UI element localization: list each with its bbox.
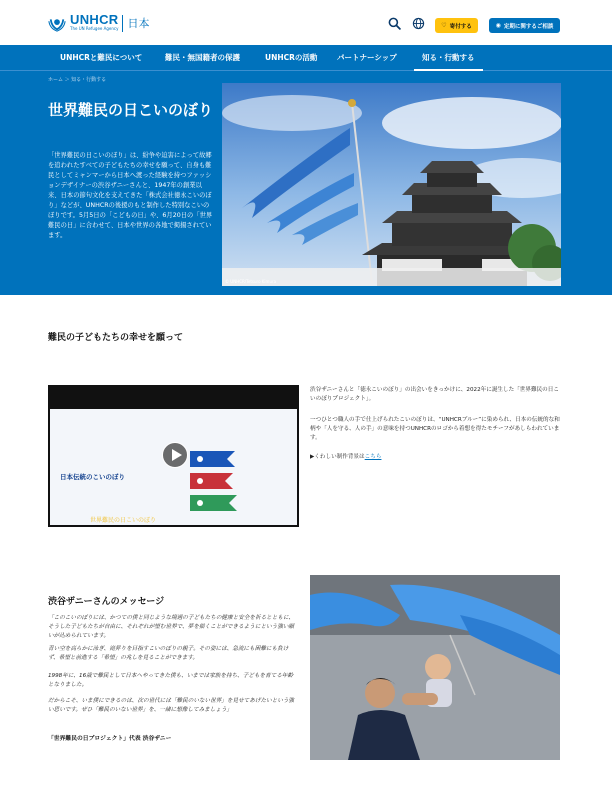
- person-with-child-illustration: [310, 575, 560, 760]
- video-caption: 世界難民の日こいのぼり: [90, 517, 157, 524]
- message-paragraph: 「このこいのぼりには、かつての僕と同じような境遇の子どもたちの健康と安全を祈るとともに、そうした子どもたちが自由に、それぞれが望む世界で、夢を描くことができるようにという強い願いが込められています。: [48, 615, 295, 639]
- more-info-link[interactable]: こちら: [364, 454, 382, 460]
- castle-koinobori-illustration: [222, 83, 561, 286]
- video-frame: [50, 409, 297, 525]
- page-title: 世界難民の日こいのぼり: [48, 101, 214, 119]
- logo-name: UNHCR: [70, 12, 119, 27]
- play-icon[interactable]: [162, 442, 188, 468]
- message-paragraph: 青い空を高らかに泳ぎ、滝昇りを目指すこいのぼりの親子。その姿には、急流にも困難にも負けず、希望と前進する「希望」の兆しを見ることができます。: [48, 646, 289, 661]
- main-nav: [0, 45, 612, 71]
- zani-photo: [310, 575, 560, 760]
- consult-label: 定期に関するご相談: [503, 23, 554, 30]
- image-credit: © UNHCR/Tetsuro Kimura: [225, 279, 277, 284]
- more-info-prefix: ▶くわしい制作背景は: [310, 454, 365, 460]
- message-paragraph: だからこそ、いま僕にできるのは、次の世代には「難民のいない世界」を見せてあげたいという強い思いです。ぜひ「難民のいない世界」を、一緒に想像してみましょう」: [48, 698, 295, 713]
- hero-description: 「世界難民の日こいのぼり」は、紛争や迫害によって故郷を追われたすべての子どもたちの幸せを願って、自身も難民としてミャンマーから日本へ渡った経験を持つファッションデザイナーの渋谷ザニーさんと、1947年の創業以来、日本の節句文化を支えてきた「株式会社徳永こいのぼり」などが、UNHCRの後援のもと制作した特別なこいのぼりです。5月5日の「こどもの日」や、6月20日の「世界難民の日」に合わせて、日本や世界の各地で掲揚されています。: [48, 152, 213, 239]
- logo-tagline: The UN Refugee Agency: [70, 26, 119, 31]
- hero-image: [222, 83, 561, 286]
- more-info-line: [310, 452, 381, 460]
- site-header: [0, 0, 612, 45]
- video-player[interactable]: [48, 385, 299, 527]
- globe-icon[interactable]: [412, 17, 425, 30]
- breadcrumb[interactable]: ホーム ＞ 知る・行動する: [48, 77, 107, 83]
- section-title-message: 渋谷ザニーさんのメッセージ: [48, 597, 165, 607]
- nav-item-partnership[interactable]: パートナーシップ: [337, 53, 397, 62]
- unhcr-hands-icon: [48, 14, 66, 32]
- nav-item-about[interactable]: UNHCRと難民について: [60, 53, 143, 62]
- search-icon[interactable]: [388, 17, 401, 30]
- donate-label: 寄付する: [449, 23, 472, 30]
- user-icon: ◉: [495, 22, 501, 29]
- message-paragraph: 1998年に、16歳で難民として日本へやってきた僕も、いまでは家族を持ち、子どもを育てる年齢となりました。: [48, 673, 294, 688]
- nav-item-learn-act[interactable]: 知る・行動する: [414, 45, 483, 71]
- video-label: 日本伝統のこいのぼり: [60, 473, 125, 481]
- nav-item-activities[interactable]: UNHCRの活動: [265, 53, 318, 62]
- logo-divider: [122, 15, 123, 32]
- message-signature: 「世界難民の日プロジェクト」代表 渋谷ザニー: [48, 736, 172, 742]
- logo-country: 日本: [127, 17, 150, 30]
- donate-button[interactable]: [435, 18, 478, 33]
- section-title-wishes: 難民の子どもたちの幸せを願って: [48, 333, 184, 343]
- nav-item-protection[interactable]: 難民・無国籍者の保護: [165, 53, 240, 62]
- consult-button[interactable]: [489, 18, 560, 33]
- hero-section: [0, 71, 612, 295]
- unhcr-logo[interactable]: [48, 14, 149, 32]
- project-intro-text: 渋谷ザニーさんと「徳永こいのぼり」の出会いをきっかけに、2022年に誕生した「世界難民の日こいのぼりプロジェクト」。: [310, 387, 559, 402]
- project-detail-text: 一つひとつ職人の手で仕上げられたこいのぼりは、“UNHCRブルー”に染められ、日本の伝統的な和柄や「人を守る、人の手」の意味を持つUNHCRのロゴから着想を得たモチーフがあしらわれています。: [310, 417, 560, 441]
- heart-icon: ♡: [441, 22, 447, 29]
